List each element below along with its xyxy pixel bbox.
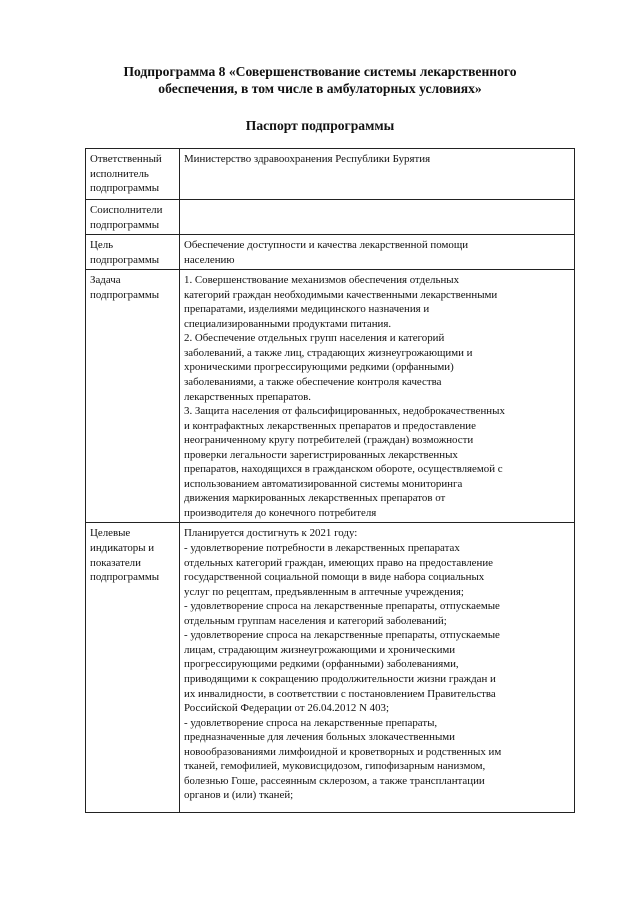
- value-line: государственной социальной помощи в виде набора социальных: [184, 571, 485, 584]
- value-line: услуг по рецептам, предъявленным в аптечные учреждения;: [184, 585, 464, 598]
- value-line: - удовлетворение спроса на лекарственные препараты, отпускаемые: [184, 600, 500, 613]
- row-value: [180, 235, 575, 270]
- value-line: препаратов, находящихся в гражданском обороте, осуществляемой с: [184, 463, 503, 476]
- value-line: прогрессирующими редкими (орфанными) заболеваниями,: [184, 658, 459, 671]
- value-line: Российской Федерации от 26.04.2012 N 403;: [184, 702, 390, 715]
- value-line: отдельных категорий граждан, имеющих право на предоставление: [184, 556, 493, 569]
- title-line: обеспечения, в том числе в амбулаторных условиях»: [158, 81, 482, 96]
- table-row: [86, 523, 575, 813]
- value-line: проверки легальности зарегистрированных лекарственных: [184, 448, 458, 461]
- value-line: - удовлетворение спроса на лекарственные препараты,: [184, 716, 438, 729]
- label-line: показатели: [90, 556, 141, 569]
- row-label: [86, 523, 180, 813]
- table-row: [86, 149, 575, 200]
- value-line: Планируется достигнуть к 2021 году:: [184, 527, 358, 540]
- table-row: [86, 200, 575, 235]
- value-line: приводящими к сокращению продолжительности жизни граждан и: [184, 672, 496, 685]
- label-line: подпрограммы: [90, 182, 160, 195]
- row-value: [180, 270, 575, 523]
- value-line: новообразованиями лимфоидной и кроветворных и родственных им: [184, 745, 502, 758]
- value-line: 1. Совершенствование механизмов обеспечения отдельных: [184, 274, 460, 287]
- value-line: производителя до конечного потребителя: [184, 506, 377, 519]
- row-value: [180, 200, 575, 235]
- value-line: заболеваний, а также лиц, страдающих жизнеугрожающими и: [184, 346, 473, 359]
- label-line: Соисполнители: [90, 204, 163, 216]
- value-line: органов и (или) тканей;: [184, 789, 294, 802]
- value-line: неограниченному кругу потребителей (граждан) возможности: [184, 434, 474, 447]
- value-line: и контрафактных лекарственных препаратов и предоставление: [184, 419, 476, 432]
- row-value: [180, 149, 575, 200]
- value-line: населению: [184, 253, 235, 266]
- label-line: подпрограммы: [90, 288, 160, 301]
- value-line: 2. Обеспечение отдельных групп населения и категорий: [184, 332, 445, 345]
- table-row: [86, 235, 575, 270]
- value-line: отдельным группам населения и категорий заболеваний;: [184, 614, 447, 627]
- value-line: Министерство здравоохранения Республики Бурятия: [184, 153, 431, 165]
- value-line: категорий граждан необходимыми качественными лекарственными: [184, 288, 498, 301]
- value-line: движения маркированных лекарственных препаратов от: [184, 492, 446, 505]
- value-line: их инвалидности, в соответствии с постановлением Правительства: [184, 687, 496, 700]
- row-value: [180, 523, 575, 813]
- value-line: Обеспечение доступности и качества лекарственной помощи: [184, 239, 469, 252]
- title-line: Подпрограмма 8 «Совершенствование системы лекарственного: [123, 64, 517, 79]
- label-line: Цель: [90, 239, 114, 252]
- label-line: Ответственный: [90, 153, 162, 165]
- value-line: 3. Защита населения от фальсифицированных, недоброкачественных: [184, 405, 505, 418]
- value-line: предназначенные для лечения больных злокачественными: [184, 731, 455, 744]
- label-line: подпрограммы: [90, 253, 160, 266]
- section-subtitle: Паспорт подпрограммы: [245, 118, 395, 133]
- row-label: [86, 235, 180, 270]
- row-label: [86, 200, 180, 235]
- value-line: препаратами, изделиями медицинского назначения и: [184, 303, 430, 316]
- row-label: [86, 149, 180, 200]
- value-line: болезнью Гоше, рассеянным склерозом, а также трансплантации: [184, 774, 485, 787]
- passport-table: [85, 148, 575, 813]
- value-line: - удовлетворение потребности в лекарственных препаратах: [184, 542, 460, 555]
- label-line: подпрограммы: [90, 571, 160, 584]
- value-line: хроническими прогрессирующими редкими (орфанными): [184, 361, 454, 374]
- row-label: [86, 270, 180, 523]
- label-line: подпрограммы: [90, 218, 160, 231]
- label-line: индикаторы и: [90, 542, 155, 555]
- value-line: использованием автоматизированной системы мониторинга: [184, 477, 463, 490]
- value-line: тканей, гемофилией, муковисцидозом, гипофизарным нанизмом,: [184, 760, 486, 773]
- label-line: исполнитель: [90, 167, 149, 180]
- value-line: лицам, страдающим жизнеугрожающими и хроническими: [184, 643, 456, 656]
- label-line: Задача: [90, 274, 121, 287]
- table-row: [86, 270, 575, 523]
- value-line: - удовлетворение спроса на лекарственные препараты, отпускаемые: [184, 629, 500, 642]
- label-line: Целевые: [90, 527, 131, 540]
- value-line: специализированными продуктами питания.: [184, 317, 392, 330]
- value-line: заболеваниями, а также обеспечение контроля качества: [184, 376, 442, 389]
- value-line: лекарственных препаратов.: [184, 390, 312, 403]
- document-title: [80, 63, 560, 97]
